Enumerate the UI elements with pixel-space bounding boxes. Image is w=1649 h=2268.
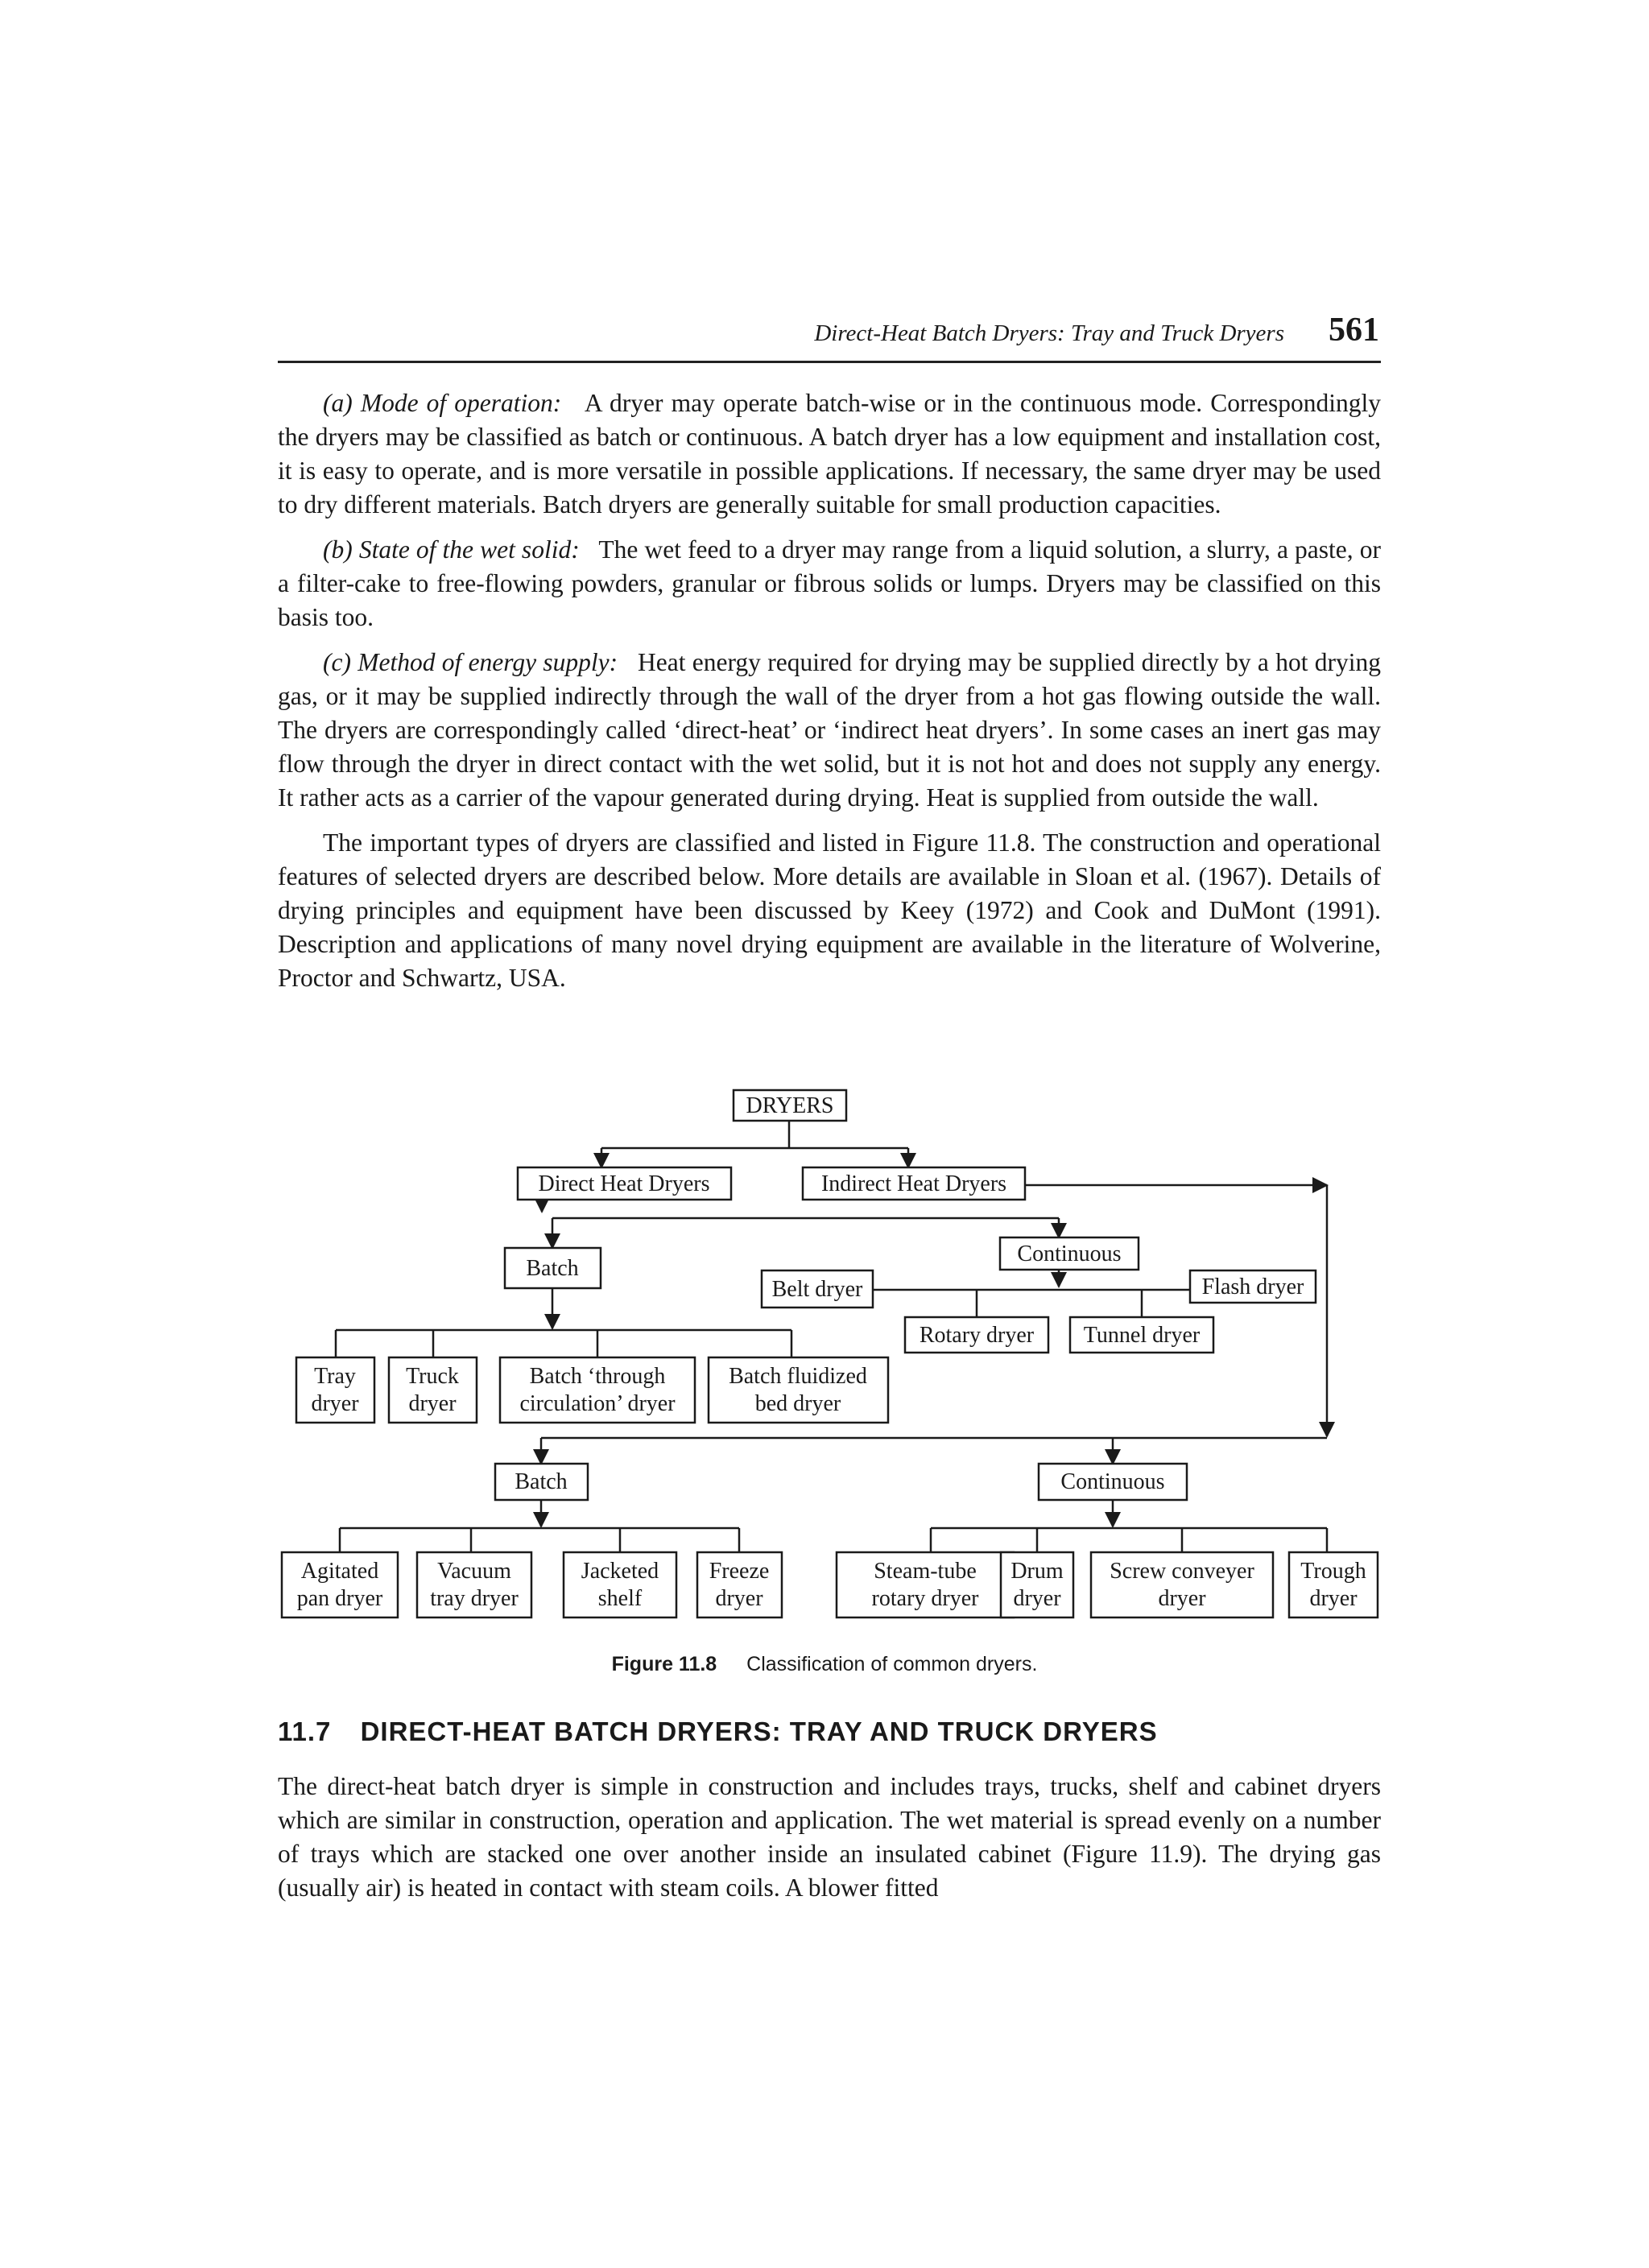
dryer-classification-diagram [0,1087,1649,1650]
node-batch-indirect [515,1469,567,1494]
node-label-line: dryer [1309,1586,1358,1611]
node-label-line: dryer [1158,1586,1206,1611]
node-label-line: Continuous [1060,1469,1165,1494]
node-flash [1202,1274,1304,1299]
node-label-line: Tray [314,1364,356,1389]
paragraph-label: (b) State of the wet solid: [323,535,580,564]
node-label-line: Vacuum [437,1559,511,1584]
node-label-line: Batch [526,1256,579,1281]
node-direct-heat [538,1171,709,1196]
node-label-line: shelf [597,1586,643,1611]
node-label-line: Batch ‘through [529,1364,666,1389]
paragraph-state-of-wet-solid [278,533,1381,634]
section-title: DIRECT-HEAT BATCH DRYERS: TRAY AND TRUCK DRYERS [360,1716,1158,1746]
node-belt [772,1277,863,1302]
section-paragraph: The direct-heat batch dryer is simple in construction and includes trays, trucks, shelf and cabinet dryers which are similar in construction, operation and application. The wet material is spread evenly on a number of trays which are stacked one over another inside an insulated cabinet (Figure 11.9). The drying gas (usually air) is heated in contact with steam coils. A blower fitted [278,1772,1381,1902]
node-label-line: Continuous [1017,1241,1122,1266]
body-paragraphs [278,386,1381,1006]
node-continuous-indirect [1060,1469,1164,1494]
node-label-line: circulation’ dryer [519,1391,676,1416]
node-label-line: Tunnel dryer [1083,1323,1201,1348]
node-label-line: Indirect Heat Dryers [820,1171,1007,1196]
node-label-line: Truck [406,1364,459,1389]
node-label-line: dryer [311,1391,359,1416]
node-label-line: tray dryer [430,1586,519,1611]
node-label-line: Agitated [300,1559,379,1584]
node-label-line: Screw conveyer [1110,1559,1254,1584]
node-label-line: Direct Heat Dryers [538,1171,710,1196]
section-heading [278,1716,1381,1747]
node-label-line: Rotary dryer [919,1323,1035,1348]
node-label-line: bed dryer [754,1391,841,1416]
node-label-line: pan dryer [296,1586,383,1611]
node-label-line: Steam-tube [874,1559,977,1584]
running-title: Direct-Heat Batch Dryers: Tray and Truck Dryers [814,320,1284,346]
paragraph-label: (c) Method of energy supply: [323,648,618,676]
node-label-line: Flash dryer [1201,1274,1304,1299]
node-label-line: Batch fluidized [729,1364,867,1389]
node-indirect-heat [821,1171,1006,1196]
node-label-line: Batch [515,1469,568,1494]
node-batch-direct [526,1256,578,1281]
node-label-line: dryer [408,1391,457,1416]
node-label-line: rotary dryer [871,1586,979,1611]
paragraph-text: A dryer may operate batch-wise or in the continuous mode. Correspondingly the dryers may be classified as batch or continuous. A batch dryer has a low equipment and installation cost, it is easy to operate, and is more versatile in possible applications. If necessary, the same dryer may be used to dry different materials. Batch dryers are generally suitable for small production capacities. [278,389,1381,518]
paragraph-text: The wet feed to a dryer may range from a liquid solution, a slurry, a paste, or a filter-cake to free-flowing powders, granular or fibrous solids or lumps. Dryers may be classified on this basis too. [278,535,1381,631]
page-number: 561 [1329,312,1379,349]
node-tunnel [1084,1323,1201,1348]
node-rotary [920,1323,1035,1348]
paragraph-text: Heat energy required for drying may be supplied directly by a hot drying gas, or it may be supplied indirectly through the wall of the dryer from a hot gas flowing outside the wall. The dryers are correspondingly called ‘direct-heat’ or ‘indirect heat dryers’. In some cases an inert gas may flow through the dryer in direct contact with the wet solid, but it is not hot and does not supply any energy. It rather acts as a carrier of the vapour generated during drying. Heat is supplied from outside the wall. [278,648,1381,812]
page-header [278,312,1381,363]
figure-caption-text: Classification of common dryers. [746,1653,1038,1675]
section-number: 11.7 [278,1716,332,1746]
paragraph-method-of-energy [278,646,1381,815]
figure-label: Figure 11.8 [611,1653,717,1675]
node-label-line: Drum [1010,1559,1064,1584]
node-label-line: dryer [1013,1586,1061,1611]
node-continuous-direct [1017,1241,1121,1266]
node-label-line: Jacketed [581,1559,659,1584]
paragraph-mode-of-operation [278,386,1381,522]
node-label-line: Freeze [709,1559,770,1584]
section-body [278,1770,1381,1916]
figure-caption [0,1653,1649,1676]
node-label-line: DRYERS [746,1093,834,1118]
paragraph-types-of-dryers [278,826,1381,995]
node-label-line: Trough [1300,1559,1366,1584]
node-dryers [746,1093,834,1118]
node-label-line: dryer [715,1586,763,1611]
paragraph-label: (a) Mode of operation: [323,389,562,417]
node-label-line: Belt dryer [771,1277,863,1302]
paragraph-text: The important types of dryers are classified and listed in Figure 11.8. The construction and operational features of selected dryers are described below. More details are available in Sloan et al. (1967). Details of drying principles and equipment have been discussed by Keey (1972) and Cook and DuMont (1991). Description and applications of many novel drying equipment are available in the literature of Wolverine, Proctor and Schwartz, USA. [278,828,1381,992]
